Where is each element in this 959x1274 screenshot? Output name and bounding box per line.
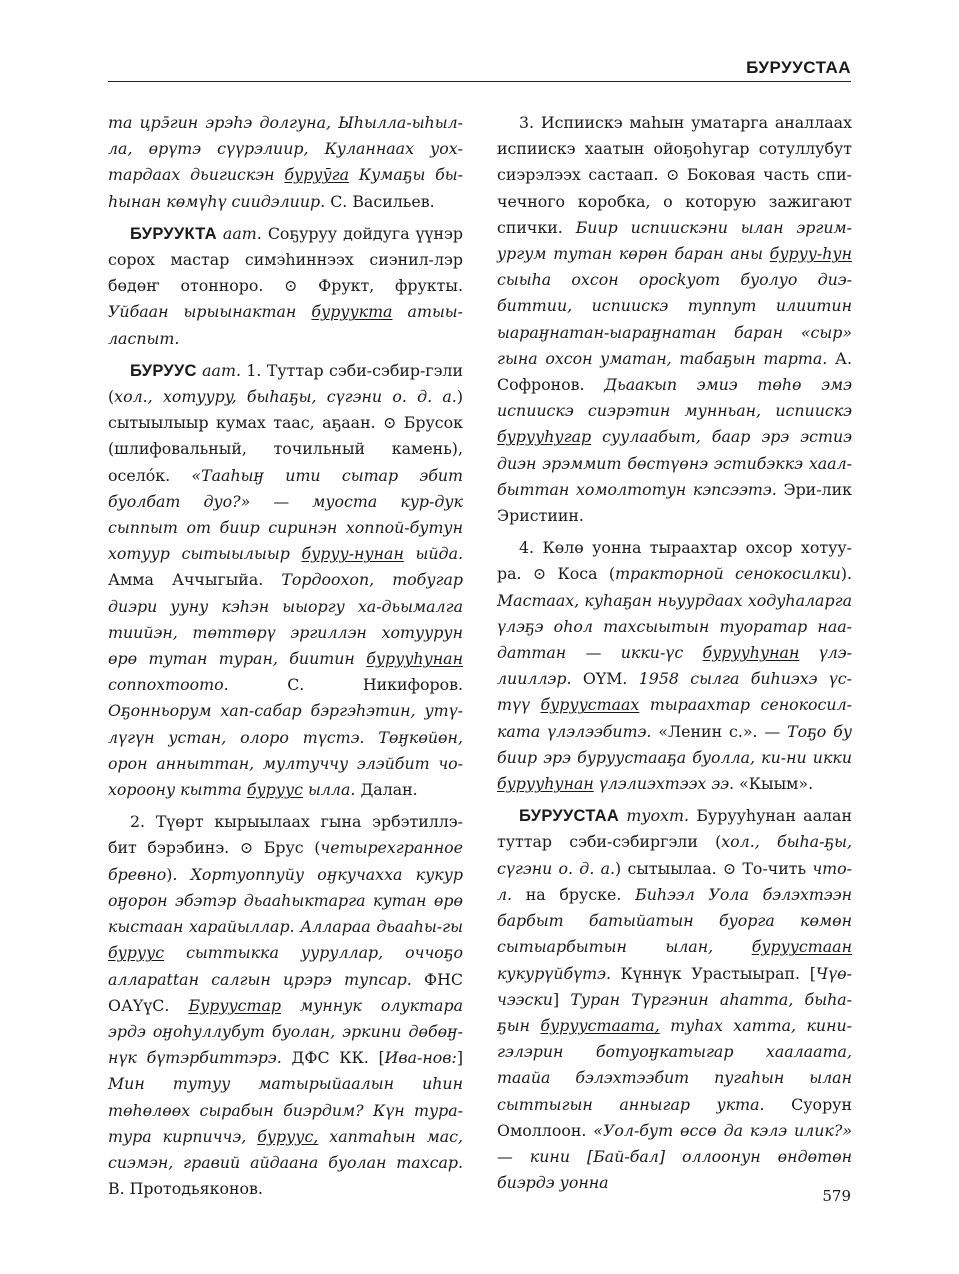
page-number: 579 — [822, 1187, 851, 1205]
headword: БУРУУКТА — [130, 224, 217, 243]
left-paragraph-1: та црэ̄гин эрэhэ долгуна, Ыhылла-ыhыл-ла, өрүтэ сүүрэлиир, Куланнаах уох-тардаах дьигискэн буруӯга Кумаҕы бы-hынан көмүhү сиидэлиир. С. Васильев. — [108, 113, 464, 211]
headword: БУРУУС — [130, 361, 197, 380]
headword: БУРУУСТАА — [519, 807, 620, 826]
entry-buruus-sense-3: 3. Испиискэ маhын уматарга аналлаах испиискэ хаатын ойоҕоhугар сотуллубут сиэрэлээх састаап. ⊙ Боковая часть спи-чечного коробка, о которую зажигают спички. Биир испиискэни ылан эргим-ургум тутан көрөн баран аны буруу-hун сыыhа охсон оросkуот буолуо диэ-биттии, испиискэ туппут илиитин ыараӈнатан-ыараӈнатан баран «сыр» гына охсон уматан, табаҕын тарта. А. Софронов. Дьаакып эмиэ төhө эмэ испиискэ сиэрэтин мунньан, испиискэ бурууhугар суулаабыт, баар эрэ эстиэ диэн эрэммит бөстүөнэ эстибэккэ хаал-быттан хомолтотун кэпсээтэ. Эри-лик Эристиин. — [497, 113, 853, 526]
entry-buruus-sense-2: 2. Түөрт кырыылаах гына эрбэтиллэ-бит бэрэбинэ. ⊙ Брус (четырехгранное бревно). Хортуоппуйу оӈкучахха кукур оӈорон эбэтэр дьааhыктарга кутан өрө кыстаан харайыллар. Аллараа дьааhы-гы буруус сыттыкка ууруллар, оччоҕо алларattан салгын црэрэ тупсар. ФНС ОАҮүС. Бурууcтар муннук олуктара эрдэ оӈоhуллубут буолан, эркини дөбөӈ-нүк бүтэрбиттэрэ. ДФС КК. [Ива-нов:] Мин тутуу матырыйаалын иhин төhөлөөх сырабын биэрдим? Күн тура-тура кирпиччэ, буруус, хаптаhын мас, сиэмэн, гравий айдаана буолан тахсар. В. Протодьяконов. — [108, 812, 463, 1199]
header-rule — [108, 81, 851, 82]
left-column — [108, 110, 463, 1202]
right-column — [497, 110, 852, 1196]
entry-buruus: БУРУУС аат. 1. Туттар сэби-сэбир-гэли (хол., хотуурy, быhаҕы, сүгэни о. д. а.) сытыылыыр кумах таас, аҕаан. ⊙ Брусок (шлифовальный, точильный камень), оселóк. «Тааhыӈ ити сытар эбит буолбат дуо?» — муоста кур-дук сыппыт от биир сиринэн хоппой-бутун хотуур сытыылыыр буруу-нунан ыйда. Амма Аччыгыйа. Тордоохоп, тобугар диэри ууну кэhэн ыыоргу ха-дьымалга тиийэн, төттөрү эргиллэн хотуурун өрө тутан туран, биитин бурууhунан соппохтоото. С. Никифоров. Оҕонньорум хап-сабар бэргэhэтин, утү-лүгүн устан, олоро түстэ. Төӈкөйөн, орон анныттан, мултуччу элэйбит чо-хороону кытта буруус ылла. Далан. — [108, 360, 464, 800]
entry-buruus-sense-4: 4. Көлө уонна тыраахтар охсор хотуу-ра. ⊙ Коса (тракторной сенокосилки). Мастаах, куhаҕан ньуурдаах ходуhаларга үлэҕэ оhол тахсыытын туоратар наа-даттан — икки-үс бурууhунан үлэ-лииллэр. ОҮМ. 1958 сылга биhиэхэ үс-түү бурууcтаах тыраахтар сенокосил-ката үлэлээбитэ. «Ленин с.». — Тоҕо бу биир эрэ бурууcтааҕа буолла, ки-ни икки бурууhунан үлэлиэхтээх ээ. «Кыым». — [497, 538, 852, 794]
running-header: БУРУУСТАА — [746, 58, 851, 77]
entry-buruustaa: БУРУУСТАА туохт. Бурууhунан аалан туттар сэби-сэбиргэли (хол., быhа-ҕы, сүгэни о. д. а.) сытыылаа. ⊙ То-чить что-л. на бруске. Биhээл Уола бэлэхтээн барбыт батыйатын буорга көмөн сытыарбытын ылан, бурууcтаан кукурүйбүтэ. Күннүк Урастыырап. [Чүө-чээски] Туран Түргэнин аhатта, быhа-ҕын бурууcтаата, туhах хатта, кини-гэлэрин ботуоӈкатыгар хаалаата, таайа бэлэхтээбит пугаhын ылан сыттыгын анныгар укта. Суорун Омоллоон. «Уол-бут өссө да кэлэ илик?» — кини [Бай-бал] оллоонун өндөтөн биэрдэ уонна — [497, 806, 853, 1193]
entry-buruukta: БУРУУКТА аат. Соҕуруу дойдуга үүнэр сорох мастар симэhиннээх сиэнил-лэр бөдөҥ отонноро. ⊙ Фрукт, фрукты. Уйбаан ырыынактан буруукта атыы-ласпыт. — [108, 223, 464, 348]
